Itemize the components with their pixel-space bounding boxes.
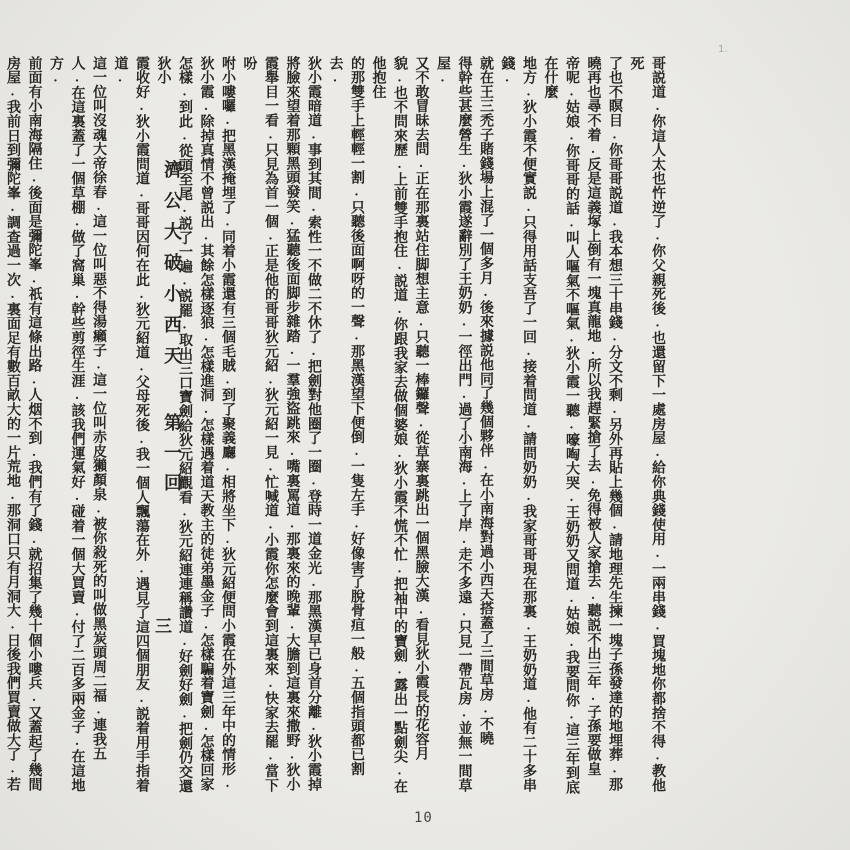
text-column: 咐小嘍囉.把黑漢掩埋了.同着小霞還有三個毛賊.到了聚義廳.相將坐下.狄元紹便問小霞在外這三年中的情形. — [220, 56, 235, 792]
text-column: 霞舉目一看.只見為首一個.正是他的哥哥狄元紹.狄元紹一見.忙喊道.小霞你怎麼會到這裏來.快家去罷.當下吩 — [241, 56, 278, 793]
margin-note: 1. — [718, 44, 728, 55]
text-column: 這一位叫沒魂大帝徐春.這一位叫惡不得湯癩子.這一位叫赤皮獺顏泉.被你殺死的叫做黑炭頭周二福.連我五 — [91, 56, 106, 761]
text-column: 怎樣.到此.從頭至尾.説了一遍.説罷.取出三口寶劍給狄元紹觀看.狄元紹連連稱讚道.好劍好劍.把劍仍交還狄小 — [155, 56, 192, 794]
text-column: 又不敢冒昧去問.正在那裏站住脚想主意.只聽一棒鑼聲.從草寨裏跳出一個黑臉大漢.看見狄小霞長的花容月 — [413, 56, 429, 761]
text-column: 人.在這裏蓋了一個草棚.做了窩巢.幹些剪徑生涯.該我們運氣好.碰着一個大買賣.付了二百多兩金子.在這地方. — [48, 56, 85, 793]
text-column: 霞收好.狄小霞問道.哥哥因何在此.狄元紹道.父母死後.我一個人飄蕩在外.遇見了這四個朋友.説着用手指着道. — [112, 56, 149, 793]
chapter-title: 第一回 — [162, 413, 182, 503]
text-column: 前面有小南海隔住.後面是彌陀峯.祇有這條出路.人烟不到.我們有了錢.就招集了幾十個小嘍兵.又蓋起了幾間 — [26, 56, 42, 792]
main-text-block — [0, 56, 668, 816]
book-title: 濟公大破小西天 — [162, 160, 182, 377]
text-column: 貌.也不問來歷.上前雙手抱住.説道.你跟我家去做個婆娘.狄小霞不慌不忙.把袖中的寶劍.露出一點劍尖.在他抱住 — [370, 56, 407, 794]
text-column: 得幹些甚麼營生.狄小霞遂辭別了王奶奶.一徑出門.過了小南海.上了岸.走不多遠.只見一帶瓦房.並無一間草屋. — [435, 56, 472, 793]
folio-number: 三 — [152, 617, 171, 634]
text-column: 的那雙手上輕輕一割.只聽後面啊呀的一聲.那黑漢望下便倒.一隻左手.好像害了脫骨疽一般.五個指頭都已割去. — [327, 56, 364, 776]
text-column: 房屋.我前日到彌陀峯.調查過一次.裏面足有數百畝大的一片荒地.那洞口只有月洞大.日後我們買賣做大了.若 — [5, 56, 20, 792]
text-column: 將臉來望着那顆黑頭發笑.猛聽後面脚步雜踏.一羣強盜跳來.嘴裏罵道.那裏來的晚輩.大膽到這裏來撒野.狄小 — [284, 56, 300, 792]
page-number: 10 — [414, 810, 433, 826]
text-column: 就在王三禿子賭錢場上混了一個多月.後來據説他同了幾個夥伴.在小南海對過小西天搭蓋了三間草房.不曉 — [478, 56, 493, 746]
text-column: 地方.狄小霞不便實説.只得用話支吾了一回.接着問道.請問奶奶.我家哥哥現在那裏.王奶奶道.他有二十多串錢. — [499, 56, 536, 793]
text-column: 了也不瞑目.你哥哥説道.我本想三十串錢.分文不剩.另外再貼上幾個.請地理先生揀一塊子孫發達的地埋葬.那 — [607, 56, 622, 792]
text-column: 曉再也尋不着.反是這義塚上倒有一塊真龍地.所以我趕緊搶了去.免得被人家搶去.聽説不出三年.子孫要做皇 — [585, 56, 601, 776]
text-column: 哥説道.你這人太也忤逆了.你父親死後.也還留下一處房屋.給你典錢使用.一兩串錢.買塊地你都捨不得.教他死 — [628, 56, 665, 793]
text-column — [0, 56, 2, 804]
text-column: 狄小霞暗道.事到其間.索性一不做二不休了.把劍對他圈了一圈.登時一道金光.那黑漢早已身首分離.狄小霞掉 — [306, 56, 321, 792]
text-column: 帝呢.姑娘.你哥哥的話.叫人嘔氣不嘔氣.狄小霞一聽.嚎啕大哭.王奶奶又問道.姑娘.我要問你.這三年到底在什麼 — [542, 56, 579, 795]
text-column: 狄小霞.除掉真情不曾説出.其餘怎樣逐狼.怎樣進洞.怎樣遇着道天教主的徒弟墨金子.怎樣騙着寶劍.怎樣回家 — [198, 56, 214, 792]
